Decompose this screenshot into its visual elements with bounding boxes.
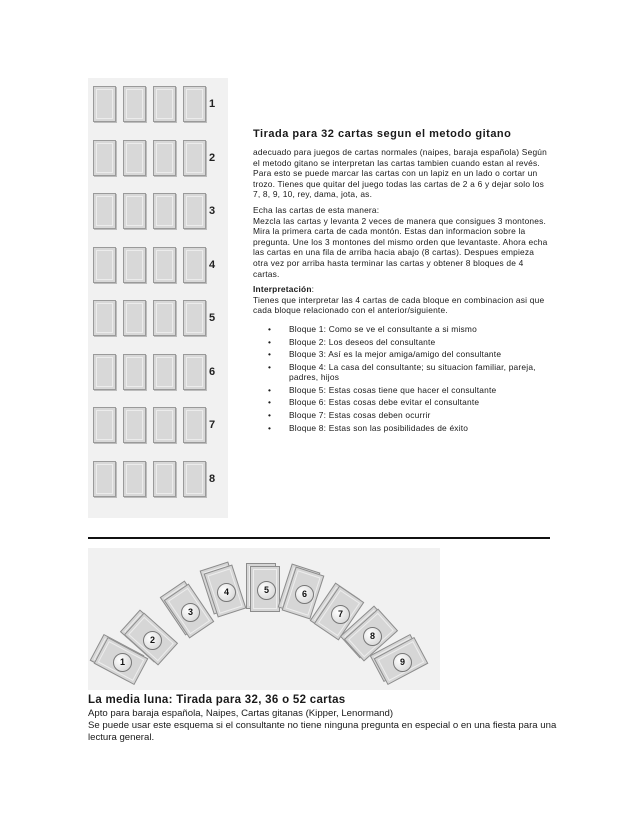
card-slot xyxy=(183,140,206,176)
list-item xyxy=(268,422,549,434)
interpretation-body: Tienes que interpretar las 4 cartas de cada bloque en combinacion asi que cada bloque relacionado con el anterior/siguiente. xyxy=(253,294,545,316)
card-slot xyxy=(123,140,146,176)
card-slot xyxy=(93,193,116,229)
position-number-badge: 7 xyxy=(331,605,350,624)
card-slot xyxy=(153,140,176,176)
card-slot xyxy=(183,247,206,283)
position-number-badge: 9 xyxy=(393,653,412,672)
card-slot xyxy=(183,193,206,229)
bullet-icon: • xyxy=(268,397,272,408)
list-item-text: Bloque 2: Los deseos del consultante xyxy=(289,336,436,347)
position-number-badge: 8 xyxy=(363,627,382,646)
block-list xyxy=(253,324,549,433)
section-title: La media luna: Tirada para 32, 36 o 52 cartas xyxy=(88,694,346,706)
bullet-icon: • xyxy=(268,384,272,395)
position-number-badge: 4 xyxy=(217,583,236,602)
intro-paragraph: adecuado para juegos de cartas normales (naipes, baraja española) Según el metodo gitano se interpretan las cartas tambien cuando estan al revés. Para esto se puede marcar las cartas con un lapiz en un lado o cortar un trozo. Tienes que quitar del juego todas las cartas de 2 a 6 y dejar solo los 7, 8, 9, 10, rey, dama, jota, as. xyxy=(253,147,548,200)
card-slot xyxy=(153,247,176,283)
card-slot xyxy=(93,407,116,443)
bullet-icon: • xyxy=(268,349,272,360)
card-slot xyxy=(123,247,146,283)
bullet-icon: • xyxy=(268,422,272,433)
compatibility-text: Apto para baraja española, Naipes, Cartas gitanas (Kipper, Lenormand) xyxy=(88,708,394,719)
half-moon-figure xyxy=(88,548,440,690)
card-slot xyxy=(93,461,116,497)
list-item xyxy=(268,397,549,408)
list-item xyxy=(268,361,549,383)
bullet-icon: • xyxy=(268,361,272,372)
bullet-icon: • xyxy=(268,323,272,334)
list-item-text: Bloque 4: La casa del consultante; su situacion familiar, pareja, padres, hijos xyxy=(289,361,536,383)
card-slot xyxy=(183,86,206,122)
list-item xyxy=(268,349,549,360)
card-slot xyxy=(183,407,206,443)
row-number: 7 xyxy=(209,419,216,431)
row-number: 6 xyxy=(209,365,216,378)
card-slot xyxy=(93,140,116,176)
interpretation-paragraph xyxy=(253,284,549,316)
position-number-badge: 1 xyxy=(113,653,132,672)
card-slot xyxy=(123,300,146,336)
card-slot xyxy=(153,86,176,122)
card-slot xyxy=(93,354,116,390)
usage-text: Se puede usar este esquema si el consultante no tiene ninguna pregunta en especial o en una fiesta para una lectura general. xyxy=(88,720,557,743)
card-slot xyxy=(123,461,146,497)
section-gitano xyxy=(253,128,549,435)
list-item xyxy=(268,323,549,335)
list-item xyxy=(268,384,549,396)
section-media-luna xyxy=(88,694,558,744)
list-item-text: Bloque 1: Como se ve el consultante a si mismo xyxy=(289,323,477,334)
section-divider xyxy=(88,537,550,539)
card-slot xyxy=(153,461,176,497)
instructions-paragraph xyxy=(253,205,549,279)
position-number-badge: 6 xyxy=(295,585,314,604)
list-item xyxy=(268,336,549,348)
card-slot xyxy=(183,354,206,390)
interpretation-colon: : xyxy=(311,284,315,295)
card-slot xyxy=(93,247,116,283)
card-grid-figure xyxy=(88,78,228,518)
card-slot xyxy=(153,300,176,336)
list-item xyxy=(268,410,549,421)
row-number: 8 xyxy=(209,472,216,485)
card-slot xyxy=(153,354,176,390)
list-item-text: Bloque 7: Estas cosas deben ocurrir xyxy=(289,410,431,421)
card-slot xyxy=(123,193,146,229)
instructions-heading: Echa las cartas de esta manera: xyxy=(253,204,380,215)
card-slot xyxy=(183,300,206,336)
card-slot xyxy=(93,86,116,122)
position-number-badge: 3 xyxy=(181,603,200,622)
position-number-badge: 5 xyxy=(257,581,276,600)
section-title: Tirada para 32 cartas segun el metodo gitano xyxy=(253,128,512,140)
card-slot xyxy=(183,461,206,497)
row-number: 1 xyxy=(209,98,216,110)
card-slot xyxy=(153,193,176,229)
card-slot xyxy=(123,86,146,122)
bullet-icon: • xyxy=(268,336,272,347)
row-number: 5 xyxy=(209,312,216,324)
list-item-text: Bloque 3: Así es la mejor amiga/amigo del consultante xyxy=(289,349,502,360)
list-item-text: Bloque 8: Estas son las posibilidades de éxito xyxy=(289,422,469,433)
card-slot xyxy=(123,407,146,443)
instructions-body: Mezcla las cartas y levanta 2 veces de manera que consigues 3 montones. Mira la primera carta de cada montón. Estas dan informacion sobre la pregunta. Une los 3 montones del mismo orden que levantaste. Ahora echa las cartas en una fila de arriba hacia abajo (8 cartas). Despues empieza otra vez por arriba hasta terminar las cartas y obtener 8 bloques de 4 cartas. xyxy=(253,215,548,279)
card-slot xyxy=(123,354,146,390)
interpretation-label: Interpretación xyxy=(253,284,312,295)
row-number: 2 xyxy=(209,151,216,164)
row-number: 3 xyxy=(209,205,216,217)
card-slot xyxy=(153,407,176,443)
bullet-icon: • xyxy=(268,410,272,421)
list-item-text: Bloque 6: Estas cosas debe evitar el consultante xyxy=(289,397,480,408)
card-slot xyxy=(93,300,116,336)
row-number: 4 xyxy=(209,258,216,271)
list-item-text: Bloque 5: Estas cosas tiene que hacer el consultante xyxy=(289,384,497,395)
position-number-badge: 2 xyxy=(143,631,162,650)
